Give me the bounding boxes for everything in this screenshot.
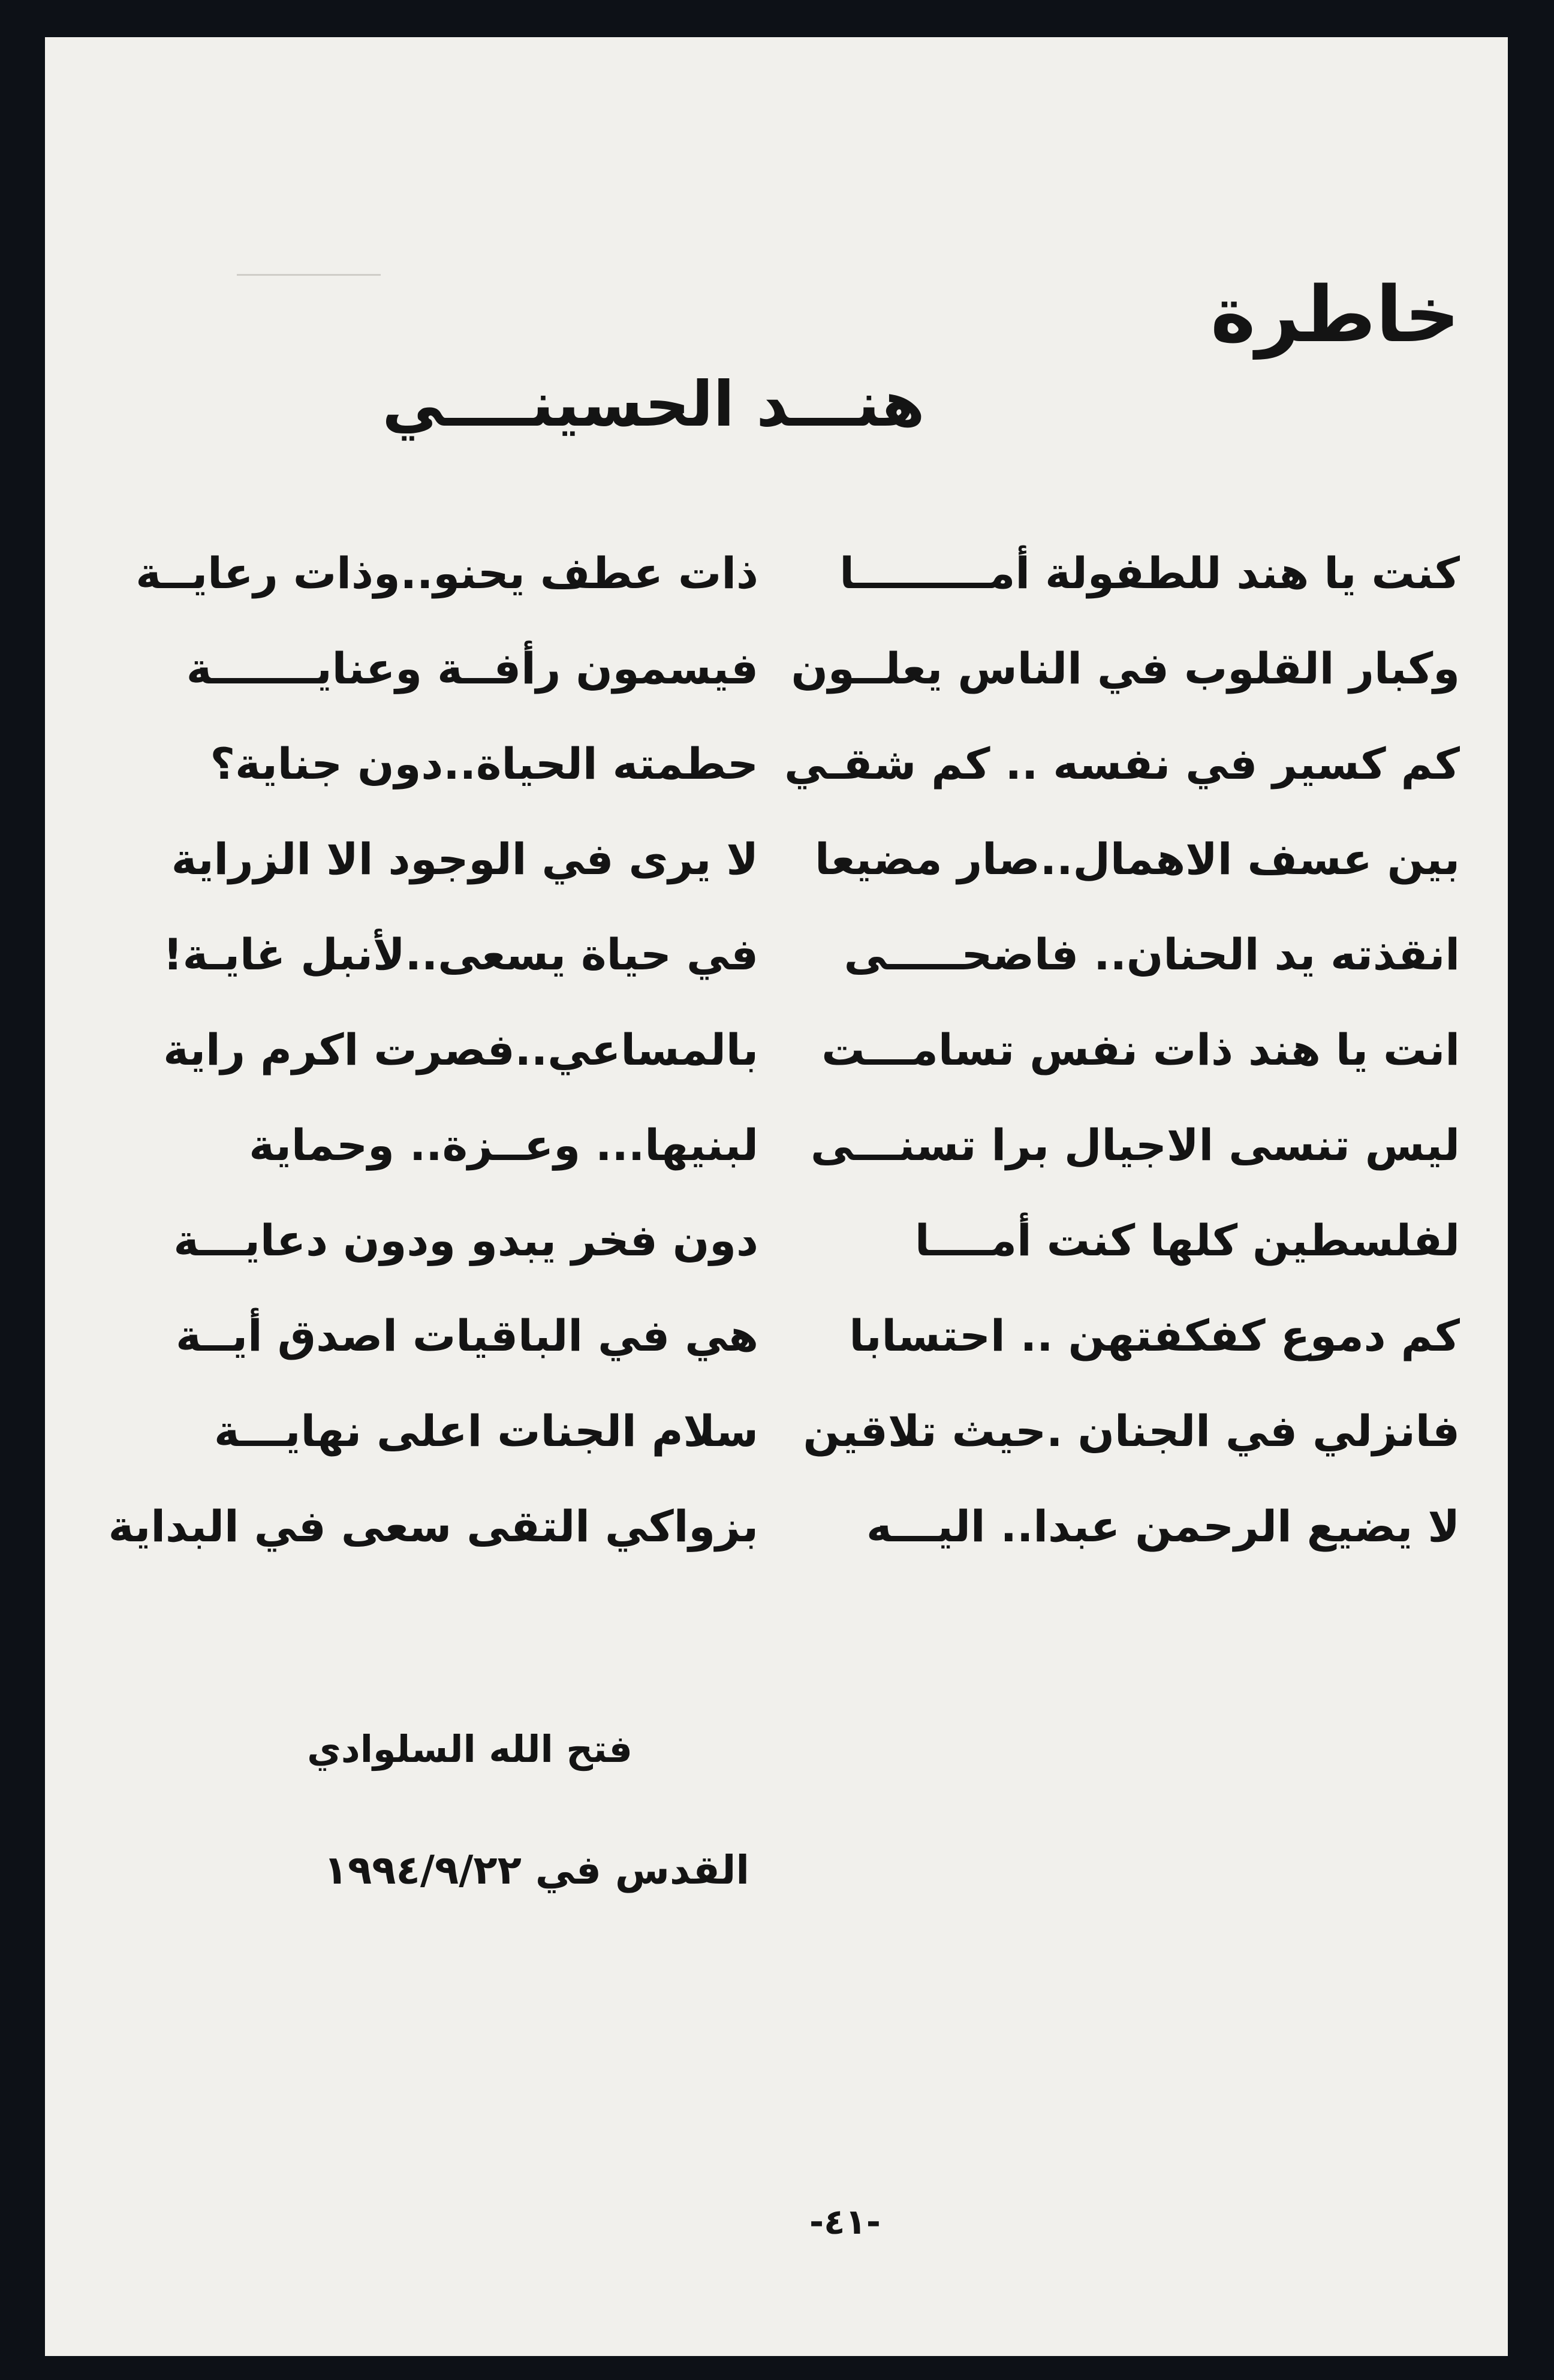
verse-second-hemistich: في حياة يسعى..لأنبل غايـة!: [162, 929, 758, 980]
verse-second-hemistich: حطمته الحياة..دون جناية؟: [210, 739, 758, 789]
verse-row: [45, 1122, 1508, 1217]
verse-first-hemistich: كم دموع كفكفتهن .. احتسابا: [849, 1310, 1460, 1361]
bleed-through-line: [237, 274, 381, 276]
verse-row: [45, 550, 1508, 645]
verse-second-hemistich: لا يرى في الوجود الا الزراية: [171, 834, 758, 884]
verse-first-hemistich: فانزلي في الجنان .حيث تلاقين: [803, 1406, 1460, 1456]
verse-first-hemistich: لفلسطين كلها كنت أمــــا: [914, 1215, 1460, 1266]
verse-row: [45, 1312, 1508, 1408]
verse-first-hemistich: ليس تنسى الاجيال برا تسنـــى: [811, 1120, 1460, 1170]
verse-second-hemistich: لبنيها... وعــزة.. وحماية: [249, 1120, 758, 1170]
verse-row: [45, 931, 1508, 1026]
verse-first-hemistich: انت يا هند ذات نفس تسامـــت: [821, 1025, 1460, 1075]
verse-row: [45, 836, 1508, 931]
verse-row: [45, 1408, 1508, 1503]
poem-author: هنـــد الحسينــــي: [382, 367, 925, 441]
verse-first-hemistich: كنت يا هند للطفولة أمـــــــــا: [839, 548, 1460, 598]
verse-row: [45, 645, 1508, 740]
verse-second-hemistich: ذات عطف يحنو..وذات رعايــة: [135, 548, 758, 598]
section-title: خاطرة: [1210, 270, 1460, 360]
verse-first-hemistich: بين عسف الاهمال..صار مضيعا: [815, 834, 1460, 884]
document-page: [45, 37, 1508, 2356]
page-number: -٤١-: [809, 2201, 881, 2242]
verse-second-hemistich: بالمساعي..فصرت اكرم راية: [163, 1025, 758, 1075]
verse-first-hemistich: وكبار القلوب في الناس يعلــون: [791, 643, 1460, 694]
verse-row: [45, 1217, 1508, 1312]
verse-second-hemistich: هي في الباقيات اصدق أيــة: [176, 1310, 758, 1361]
verse-second-hemistich: سلام الجنات اعلى نهايـــة: [213, 1406, 758, 1456]
verse-row: [45, 1026, 1508, 1122]
verse-first-hemistich: كم كسير في نفسه .. كم شقـي: [784, 739, 1460, 789]
verse-row: [45, 1503, 1508, 1598]
verse-first-hemistich: لا يضيع الرحمن عبدا.. اليـــه: [866, 1501, 1460, 1551]
verse-first-hemistich: انقذته يد الحنان.. فاضحـــــى: [844, 929, 1460, 980]
verse-second-hemistich: بزواكي التقى سعى في البداية: [108, 1501, 758, 1551]
poet-signature: فتح الله السلوادي: [307, 1727, 633, 1771]
verse-row: [45, 740, 1508, 836]
verse-second-hemistich: دون فخر يبدو ودون دعايـــة: [173, 1215, 758, 1266]
verse-second-hemistich: فيسمون رأفــة وعنايـــــــة: [186, 643, 758, 694]
poem-body: [45, 550, 1508, 1581]
place-and-date: القدس في ١٩٩٤/٩/٢٢: [323, 1847, 749, 1893]
